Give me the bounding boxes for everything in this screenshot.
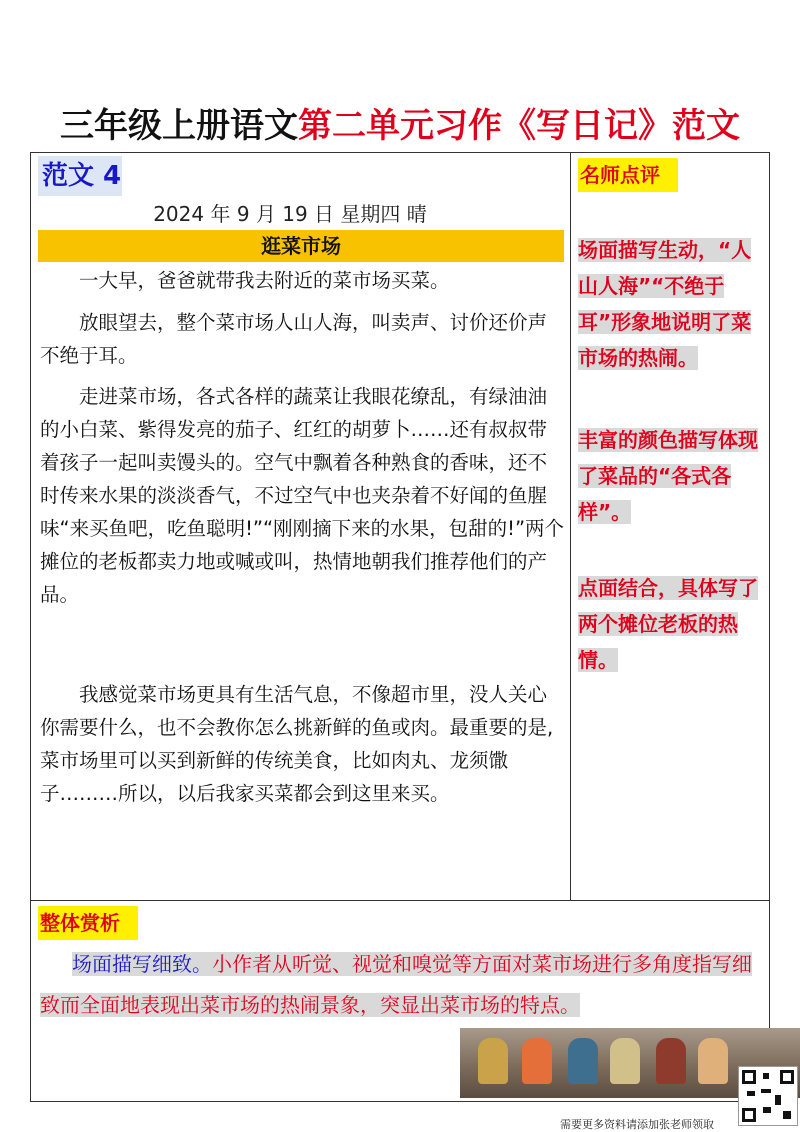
page-title bbox=[0, 98, 800, 147]
essay-paragraph-2: 放眼望去，整个菜市场人山人海，叫卖声、讨价还价声不绝于耳。 bbox=[40, 311, 548, 367]
comment-2 bbox=[578, 422, 762, 530]
comment-3-text: 点面结合，具体写了两个摊位老板的热情。 bbox=[578, 576, 758, 672]
comments-label: 名师点评 bbox=[578, 158, 678, 192]
essay-paragraph-1: 一大早，爸爸就带我去附近的菜市场买菜。 bbox=[79, 269, 450, 292]
qr-code-icon[interactable] bbox=[738, 1066, 798, 1126]
essay-title: 逛菜市场 bbox=[38, 230, 564, 262]
title-unit: 第二单元习作《写日记》范文 bbox=[298, 106, 740, 146]
essay-paragraph-4: 我感觉菜市场更具有生活气息，不像超市里，没人关心你需要什么，也不会教你怎么挑新鲜的鱼或肉。最重要的是,菜市场里可以买到新鲜的传统美食，比如肉丸、龙须馓子………所以，以后我家买菜都会到这里来买。 bbox=[40, 683, 554, 805]
analysis-highlight: 场面描写细致。 bbox=[72, 952, 212, 976]
comment-3 bbox=[578, 570, 762, 678]
title-grade: 三年级上册语文 bbox=[60, 106, 298, 146]
comment-1 bbox=[578, 232, 762, 376]
analysis-label: 整体赏析 bbox=[38, 906, 138, 940]
essay-date: 2024 年 9 月 19 日 星期四 晴 bbox=[153, 202, 427, 226]
essay-label: 范文 4 bbox=[38, 156, 122, 196]
comment-1-text: 场面描写生动，“人山人海”“不绝于耳”形象地说明了菜市场的热闹。 bbox=[578, 238, 752, 370]
column-divider bbox=[570, 152, 571, 900]
footer-note: 需要更多资料请添加张老师领取 bbox=[560, 1118, 714, 1131]
analysis-paragraph bbox=[40, 944, 768, 1026]
analysis-text: 小作者从听觉、视觉和嗅觉等方面对菜市场进行多角度指写细致而全面地表现出菜市场的热闹景象，突显出菜市场的特点。 bbox=[40, 952, 752, 1017]
comment-2-text: 丰富的颜色描写体现了菜品的“各式各样”。 bbox=[578, 428, 758, 524]
essay-paragraph-3: 走进菜市场，各式各样的蔬菜让我眼花缭乱，有绿油油的小白菜、紫得发亮的茄子、红红的胡萝卜……还有叔叔带着孩子一起叫卖馒头的。空气中飘着各种熟食的香味，还不时传来水果的淡淡香气，不过空气中也夹杂着不好闻的鱼腥味“来买鱼吧，吃鱼聪明!”“刚刚摘下来的水果，包甜的!”两个摊位的老板都卖力地或喊或叫，热情地朝我们推荐他们的产品。 bbox=[40, 385, 565, 606]
row-divider bbox=[30, 900, 770, 901]
